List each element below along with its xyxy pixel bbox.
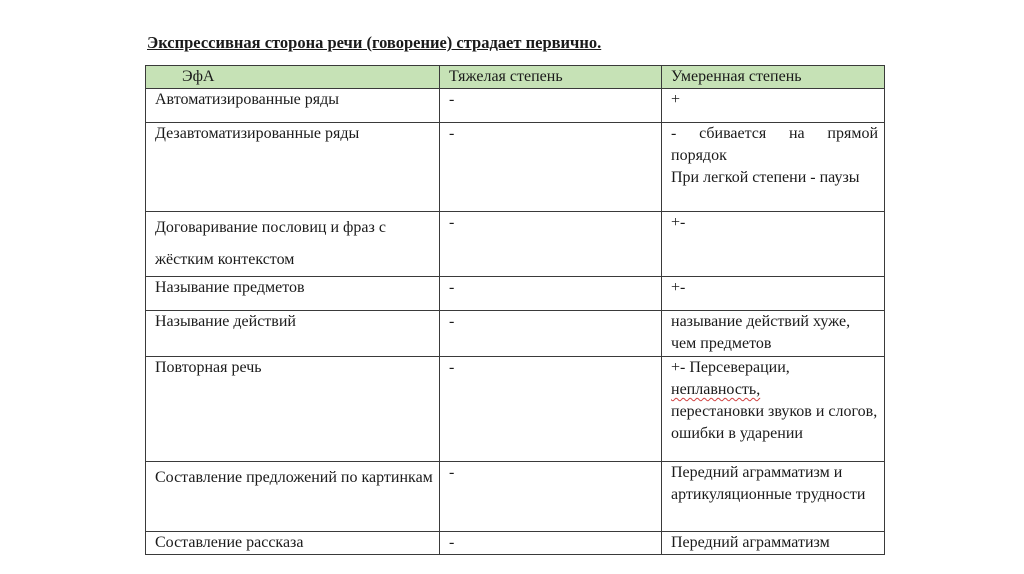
cell-task: Повторная речь xyxy=(146,357,440,462)
cell-task: Договаривание пословиц и фраз с жёстким контекстом xyxy=(146,212,440,277)
table-row xyxy=(146,532,885,555)
cell-task: Составление рассказа xyxy=(146,532,440,555)
table-row xyxy=(146,311,885,357)
cell-task: Называние предметов xyxy=(146,277,440,311)
cell-severe: - xyxy=(440,357,662,462)
cell-moderate: +- xyxy=(662,277,885,311)
cell-line xyxy=(671,379,878,401)
header-efa: ЭфА xyxy=(146,66,440,89)
cell-line: перестановки звуков и слогов, ошибки в ударении xyxy=(671,403,878,442)
spellcheck-flagged-word: неплавность, xyxy=(671,381,761,398)
aphasia-expressive-speech-table xyxy=(145,65,885,555)
cell-moderate: Передний аграмматизм и артикуляционные трудности xyxy=(662,462,885,532)
cell-moderate xyxy=(662,123,885,212)
cell-line: +- Персеверации, xyxy=(671,359,790,376)
cell-task: Автоматизированные ряды xyxy=(146,89,440,123)
cell-severe: - xyxy=(440,123,662,212)
cell-task: Называние действий xyxy=(146,311,440,357)
table-row xyxy=(146,89,885,123)
header-moderate: Умеренная степень xyxy=(662,66,885,89)
cell-severe: - xyxy=(440,89,662,123)
cell-line: - сбивается на прямой порядок xyxy=(671,125,878,164)
cell-task: Составление предложений по картинкам xyxy=(146,462,440,532)
document-heading: Экспрессивная сторона речи (говорение) страдает первично. xyxy=(147,33,602,52)
header-severe: Тяжелая степень xyxy=(440,66,662,89)
cell-severe: - xyxy=(440,532,662,555)
table-row xyxy=(146,462,885,532)
table-header-row xyxy=(146,66,885,89)
cell-line: При легкой степени - паузы xyxy=(671,169,860,186)
cell-severe: - xyxy=(440,462,662,532)
cell-severe: - xyxy=(440,212,662,277)
cell-moderate: + xyxy=(662,89,885,123)
table-row xyxy=(146,277,885,311)
cell-moderate: +- xyxy=(662,212,885,277)
table-row xyxy=(146,357,885,462)
cell-moderate xyxy=(662,357,885,462)
cell-moderate: Передний аграмматизм xyxy=(662,532,885,555)
cell-task: Дезавтоматизированные ряды xyxy=(146,123,440,212)
cell-moderate: называние действий хуже, чем предметов xyxy=(662,311,885,357)
table-row xyxy=(146,212,885,277)
cell-severe: - xyxy=(440,311,662,357)
table-row xyxy=(146,123,885,212)
cell-severe: - xyxy=(440,277,662,311)
